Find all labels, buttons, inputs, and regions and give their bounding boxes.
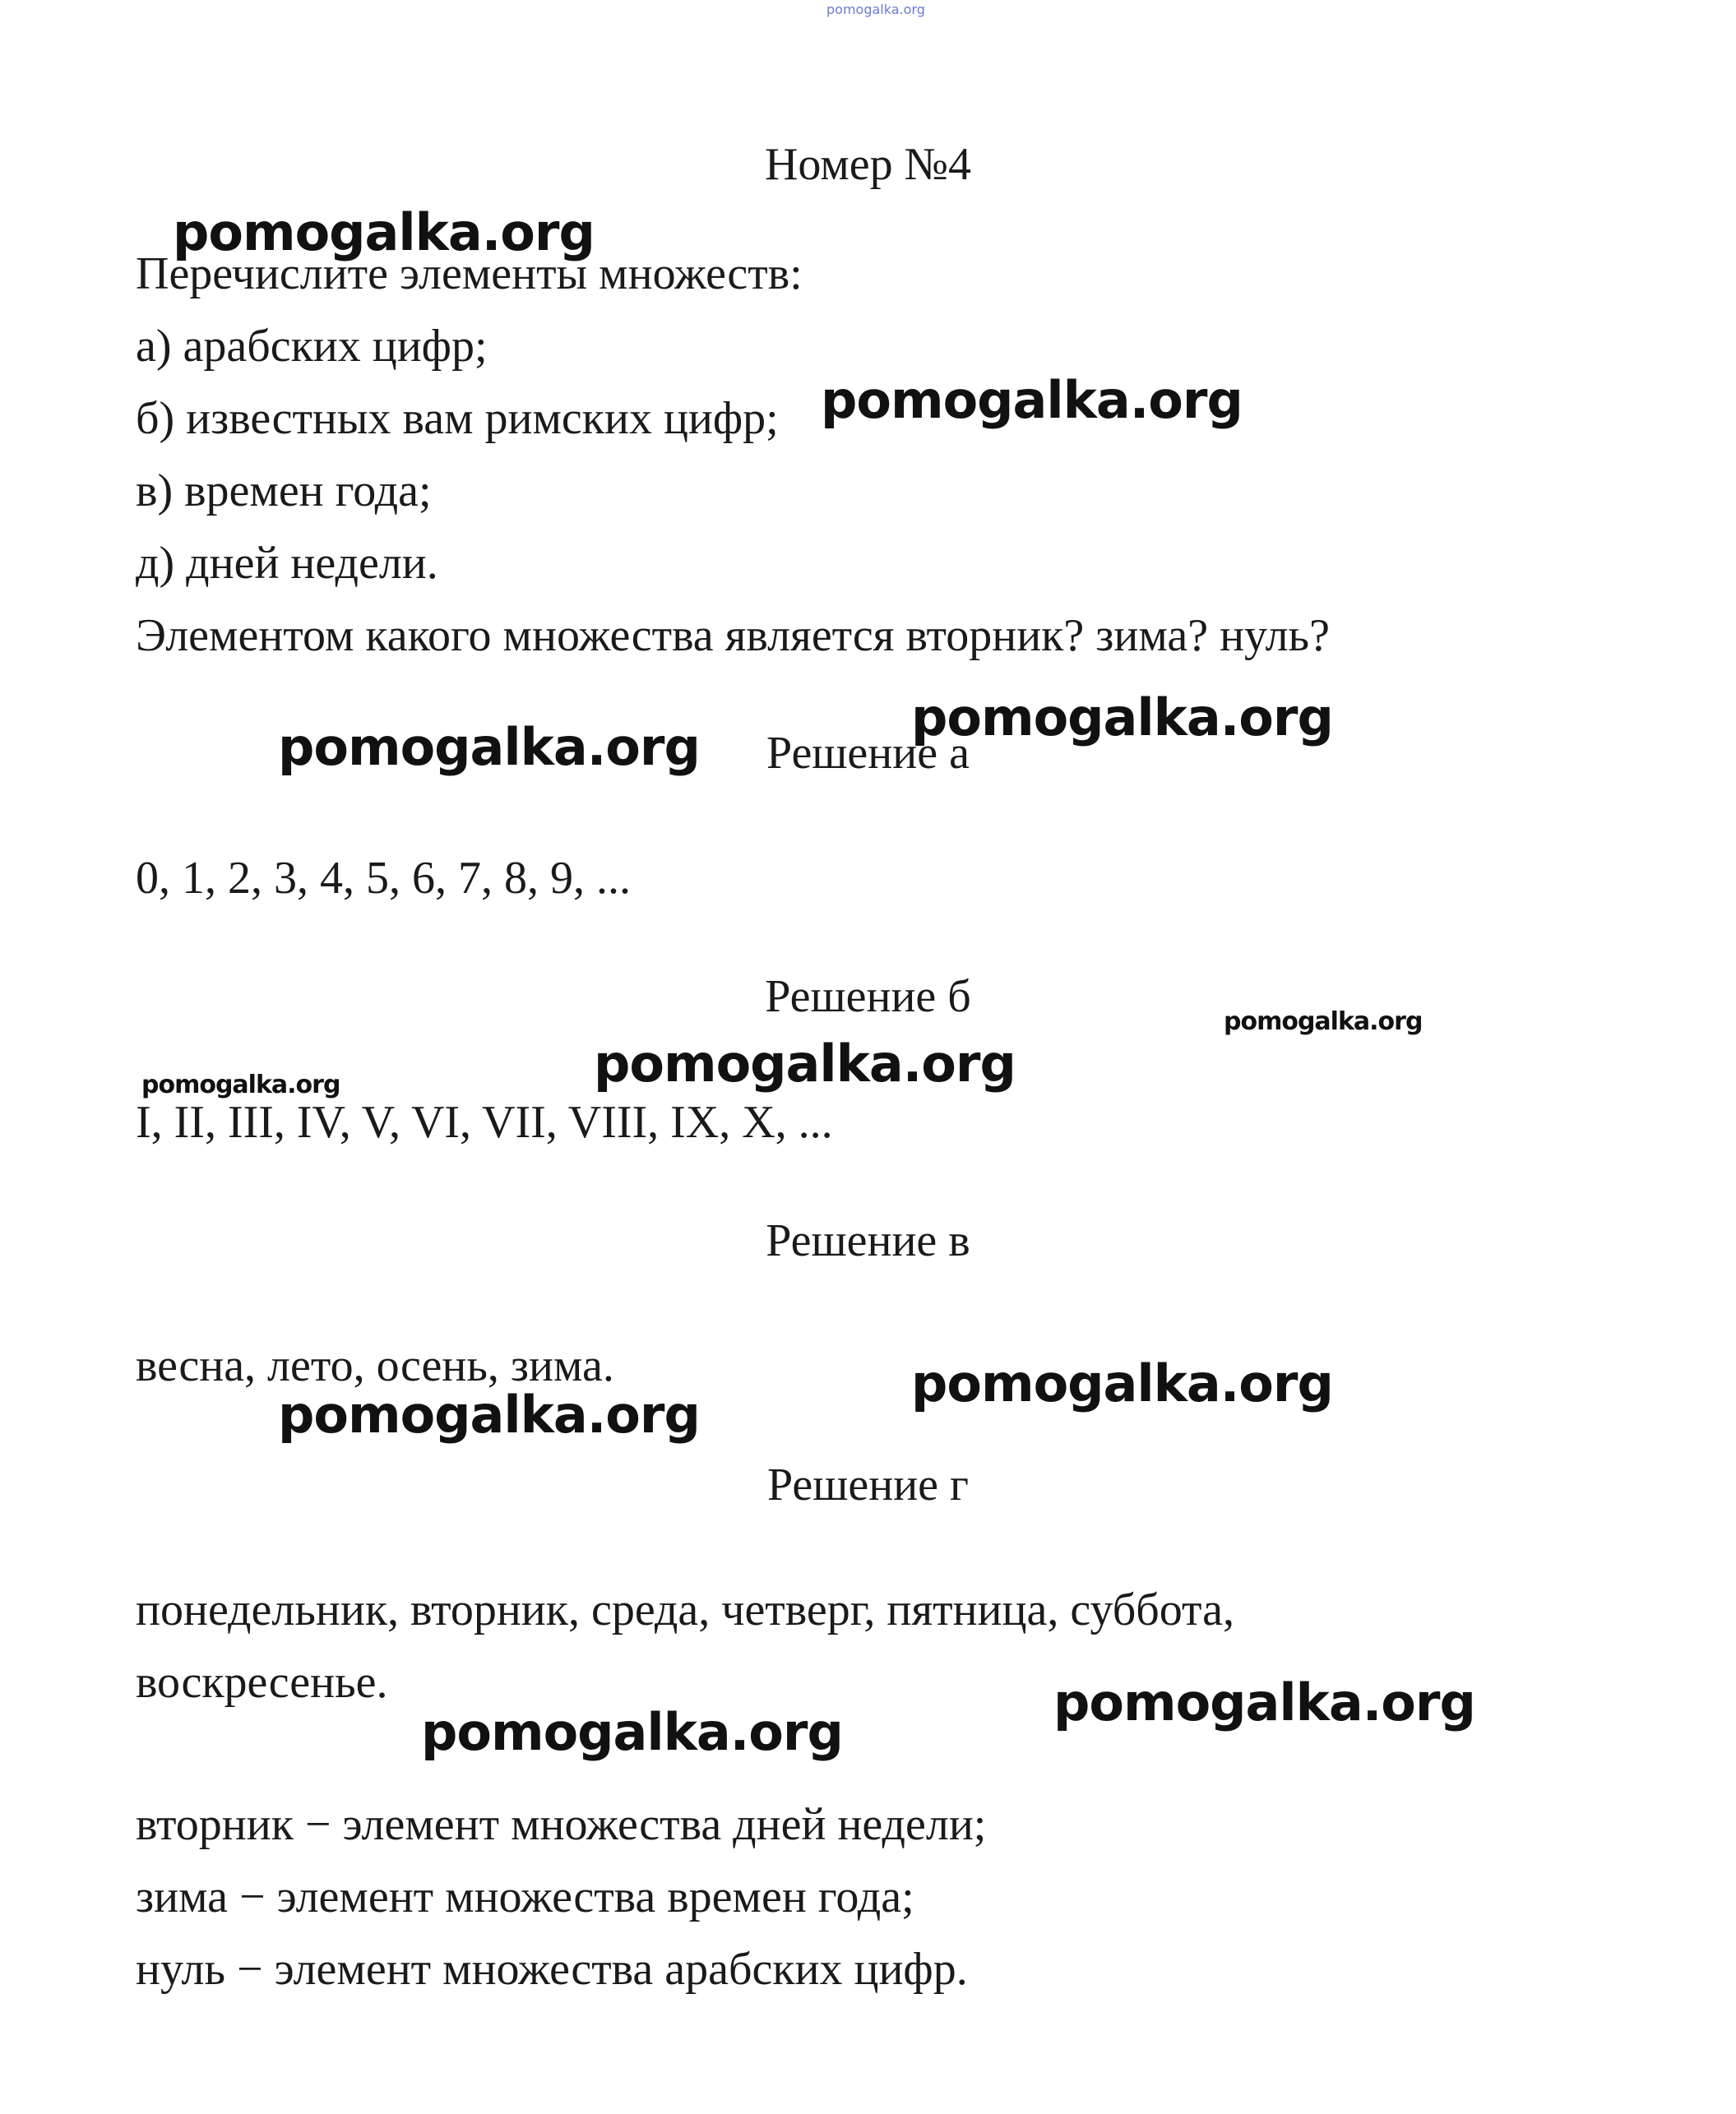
solution-g-heading: Решение г xyxy=(767,1459,969,1510)
watermark-text: pomogalka.org xyxy=(911,687,1333,747)
conclusion-tuesday: вторник − элемент множества дней недели; xyxy=(136,1799,987,1850)
conclusion-zero: нуль − элемент множества арабских цифр. xyxy=(136,1944,968,1995)
watermark-text: pomogalka.org xyxy=(173,202,595,262)
watermark-text: pomogalka.org xyxy=(1053,1672,1475,1732)
task-intro: Перечислите элементы множеств: xyxy=(136,248,803,299)
watermark-text: pomogalka.org xyxy=(594,1034,1016,1094)
task-item-b: б) известных вам римских цифр; xyxy=(136,393,779,444)
watermark-text: pomogalka.org xyxy=(911,1353,1333,1413)
solution-v-heading: Решение в xyxy=(766,1215,970,1266)
task-question: Элементом какого множества является вторник? зима? нуль? xyxy=(136,610,1330,661)
solution-a-answer: 0, 1, 2, 3, 4, 5, 6, 7, 8, 9, ... xyxy=(136,853,631,904)
solution-g-answer-line2: воскресенье. xyxy=(136,1657,388,1708)
solution-v-answer: весна, лето, осень, зима. xyxy=(136,1340,614,1391)
solution-g-answer-line1: понедельник, вторник, среда, четверг, пятница, суббота, xyxy=(136,1584,1234,1635)
top-watermark: pomogalka.org xyxy=(826,2,925,17)
watermark-text: pomogalka.org xyxy=(278,717,700,777)
task-item-a: а) арабских цифр; xyxy=(136,321,488,372)
solution-b-heading: Решение б xyxy=(765,971,971,1022)
task-item-v: в) времен года; xyxy=(136,465,432,516)
conclusion-winter: зима − элемент множества времен года; xyxy=(136,1871,914,1922)
solution-b-answer: I, II, III, IV, V, VI, VII, VIII, IX, X, ... xyxy=(136,1097,833,1148)
watermark-text: pomogalka.org xyxy=(821,370,1243,430)
page-title: Номер №4 xyxy=(764,139,972,190)
watermark-text: pomogalka.org xyxy=(278,1385,700,1445)
solution-a-heading: Решение а xyxy=(766,728,970,779)
watermark-text: pomogalka.org xyxy=(421,1702,843,1762)
task-item-d: д) дней недели. xyxy=(136,538,438,589)
watermark-text: pomogalka.org xyxy=(141,1071,340,1099)
watermark-text: pomogalka.org xyxy=(1224,1007,1423,1036)
